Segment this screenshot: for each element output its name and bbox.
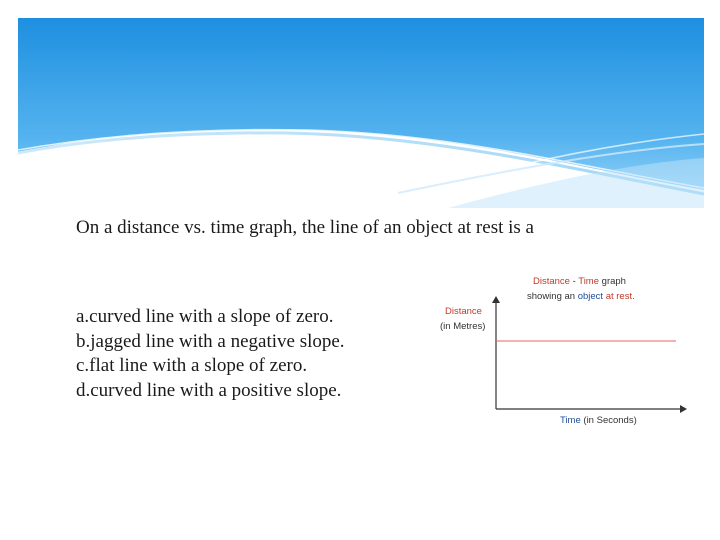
y-axis-arrow: [492, 296, 500, 303]
graph-title-showing: showing an: [527, 291, 578, 302]
x-axis-label-unit: (in Seconds): [580, 415, 637, 426]
graph-title-distance: Distance: [533, 276, 570, 287]
graph-title-graph: graph: [599, 276, 626, 287]
graph-plot: [436, 272, 696, 434]
answer-options: [76, 305, 345, 403]
graph-title-atrest: at rest.: [603, 291, 635, 302]
option-d: d.curved line with a positive slope.: [76, 379, 342, 401]
y-axis-label-line2: (in Metres): [440, 321, 486, 332]
x-axis-label: [560, 415, 637, 426]
option-a: a.curved line with a slope of zero.: [76, 306, 334, 327]
x-axis-arrow: [680, 405, 687, 413]
graph-title-dash: -: [569, 276, 579, 287]
x-axis-label-time: Time: [560, 415, 581, 426]
option-c: c.flat line with a slope of zero.: [76, 355, 308, 376]
option-b: b.jagged line with a negative slope.: [76, 330, 345, 352]
y-axis-label-line1: Distance: [445, 306, 482, 317]
distance-time-graph: [436, 272, 696, 434]
question-stem: On a distance vs. time graph, the line of an object at rest is a: [76, 217, 534, 238]
graph-title-object: object: [577, 291, 604, 302]
header-banner: [18, 18, 704, 208]
graph-title-time: Time: [578, 276, 600, 287]
question-text: [76, 216, 656, 240]
